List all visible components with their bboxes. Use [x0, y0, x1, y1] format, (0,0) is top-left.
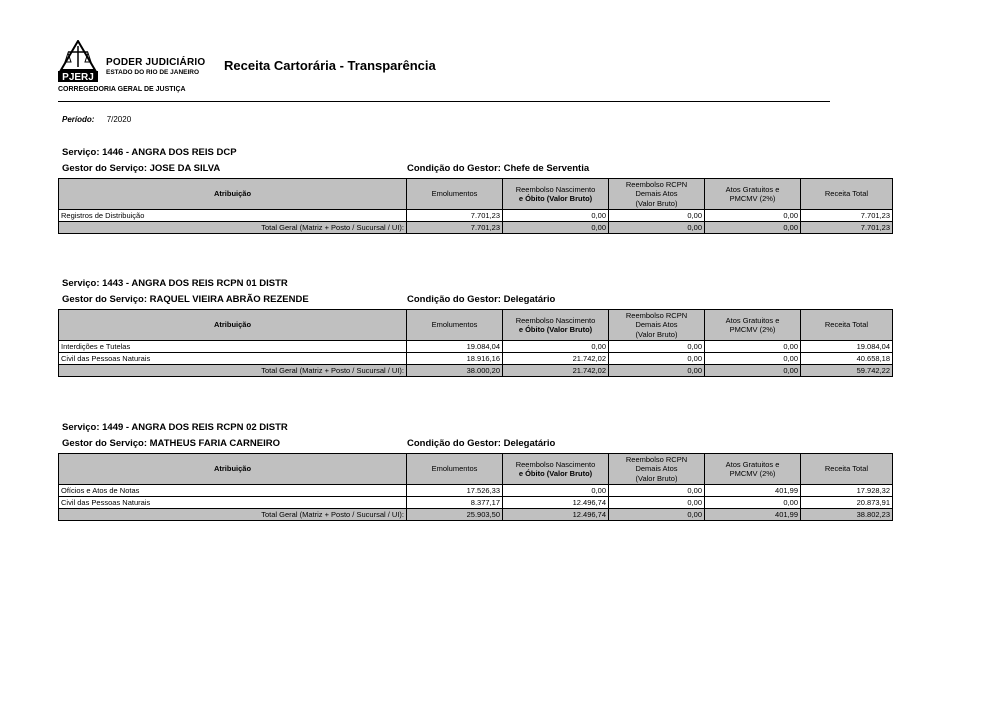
col-reembolso-rcpn: Reembolso RCPN Demais Atos (Valor Bruto) [609, 454, 705, 485]
row-value: 0,00 [609, 485, 705, 497]
row-value: 0,00 [503, 210, 609, 222]
total-row [59, 222, 893, 234]
service-meta [58, 438, 892, 451]
row-value: 19.084,04 [407, 341, 503, 353]
table-header-row [59, 310, 893, 341]
service-title: Serviço: 1449 - ANGRA DOS REIS RCPN 02 DISTR [62, 422, 288, 433]
total-label: Total Geral (Matriz + Posto / Sucursal / UI): [59, 222, 407, 234]
service-meta [58, 294, 892, 307]
row-value: 0,00 [705, 222, 801, 234]
row-value: 25.903,50 [407, 509, 503, 521]
col-emolumentos: Emolumentos [407, 179, 503, 210]
pjerj-logo [58, 40, 98, 82]
col-reembolso-rcpn: Reembolso RCPN Demais Atos (Valor Bruto) [609, 310, 705, 341]
logo-text: PJERJ [62, 72, 94, 82]
service-condicao: Condição do Gestor: Delegatário [407, 294, 556, 305]
row-atribuicao: Interdições e Tutelas [59, 341, 407, 353]
row-value: 7.701,23 [801, 210, 893, 222]
org-sub: ESTADO DO RIO DE JANEIRO [106, 69, 200, 76]
receita-table [58, 453, 893, 521]
row-value: 0,00 [609, 222, 705, 234]
table-row [59, 353, 893, 365]
row-value: 0,00 [705, 341, 801, 353]
row-value: 7.701,23 [407, 210, 503, 222]
service-gestor: Gestor do Serviço: JOSE DA SILVA [62, 163, 221, 174]
row-value: 7.701,23 [801, 222, 893, 234]
col-reembolso-nascimento: Reembolso Nascimento e Óbito (Valor Bruto) [503, 454, 609, 485]
row-value: 0,00 [705, 497, 801, 509]
row-value: 40.658,18 [801, 353, 893, 365]
row-value: 0,00 [503, 485, 609, 497]
table-row [59, 210, 893, 222]
table-header-row [59, 454, 893, 485]
row-value: 17.928,32 [801, 485, 893, 497]
col-receita-total: Receita Total [801, 179, 893, 210]
row-value: 38.000,20 [407, 365, 503, 377]
row-atribuicao: Civil das Pessoas Naturais [59, 497, 407, 509]
receita-table [58, 178, 893, 234]
table-header-row [59, 179, 893, 210]
row-value: 21.742,02 [503, 365, 609, 377]
row-value: 17.526,33 [407, 485, 503, 497]
col-atos-gratuitos: Atos Gratuitos e PMCMV (2%) [705, 179, 801, 210]
row-value: 0,00 [609, 365, 705, 377]
table-row [59, 341, 893, 353]
service-title: Serviço: 1446 - ANGRA DOS REIS DCP [62, 147, 237, 158]
header-divider [58, 101, 830, 102]
table-row [59, 485, 893, 497]
row-value: 0,00 [503, 341, 609, 353]
department: CORREGEDORIA GERAL DE JUSTIÇA [58, 86, 186, 93]
row-value: 0,00 [609, 509, 705, 521]
col-receita-total: Receita Total [801, 310, 893, 341]
total-label: Total Geral (Matriz + Posto / Sucursal / UI): [59, 509, 407, 521]
service-title: Serviço: 1443 - ANGRA DOS REIS RCPN 01 DISTR [62, 278, 288, 289]
service-block [58, 422, 892, 521]
service-condicao: Condição do Gestor: Delegatário [407, 438, 556, 449]
service-block [58, 278, 892, 377]
col-atribuicao: Atribuição [59, 454, 407, 485]
row-value: 0,00 [705, 353, 801, 365]
col-reembolso-nascimento: Reembolso Nascimento e Óbito (Valor Bruto) [503, 179, 609, 210]
col-atos-gratuitos: Atos Gratuitos e PMCMV (2%) [705, 454, 801, 485]
row-value: 18.916,16 [407, 353, 503, 365]
row-value: 12.496,74 [503, 497, 609, 509]
row-value: 0,00 [609, 497, 705, 509]
service-meta [58, 163, 892, 176]
row-value: 20.873,91 [801, 497, 893, 509]
row-value: 0,00 [609, 210, 705, 222]
row-value: 0,00 [609, 353, 705, 365]
row-atribuicao: Ofícios e Atos de Notas [59, 485, 407, 497]
row-value: 0,00 [503, 222, 609, 234]
col-atribuicao: Atribuição [59, 179, 407, 210]
service-block [58, 147, 892, 234]
row-value: 0,00 [609, 341, 705, 353]
row-value: 0,00 [705, 210, 801, 222]
col-reembolso-rcpn: Reembolso RCPN Demais Atos (Valor Bruto) [609, 179, 705, 210]
periodo-label: Período: [62, 115, 95, 124]
row-value: 59.742,22 [801, 365, 893, 377]
col-atribuicao: Atribuição [59, 310, 407, 341]
row-value: 0,00 [705, 365, 801, 377]
periodo [62, 115, 131, 124]
total-row [59, 509, 893, 521]
service-condicao: Condição do Gestor: Chefe de Serventia [407, 163, 590, 174]
row-value: 21.742,02 [503, 353, 609, 365]
row-atribuicao: Registros de Distribuição [59, 210, 407, 222]
col-receita-total: Receita Total [801, 454, 893, 485]
table-row [59, 497, 893, 509]
total-label: Total Geral (Matriz + Posto / Sucursal / UI): [59, 365, 407, 377]
row-value: 401,99 [705, 485, 801, 497]
service-gestor: Gestor do Serviço: MATHEUS FARIA CARNEIRO [62, 438, 280, 449]
receita-table [58, 309, 893, 377]
col-emolumentos: Emolumentos [407, 310, 503, 341]
row-value: 8.377,17 [407, 497, 503, 509]
col-reembolso-nascimento: Reembolso Nascimento e Óbito (Valor Bruto) [503, 310, 609, 341]
row-value: 401,99 [705, 509, 801, 521]
row-atribuicao: Civil das Pessoas Naturais [59, 353, 407, 365]
service-gestor: Gestor do Serviço: RAQUEL VIEIRA ABRÃO REZENDE [62, 294, 309, 305]
row-value: 38.802,23 [801, 509, 893, 521]
row-value: 19.084,04 [801, 341, 893, 353]
periodo-value: 7/2020 [106, 115, 132, 124]
col-emolumentos: Emolumentos [407, 454, 503, 485]
org-block [106, 57, 205, 76]
page-title: Receita Cartorária - Transparência [224, 58, 436, 73]
org-name: PODER JUDICIÁRIO [106, 57, 206, 68]
col-atos-gratuitos: Atos Gratuitos e PMCMV (2%) [705, 310, 801, 341]
row-value: 7.701,23 [407, 222, 503, 234]
total-row [59, 365, 893, 377]
row-value: 12.496,74 [503, 509, 609, 521]
